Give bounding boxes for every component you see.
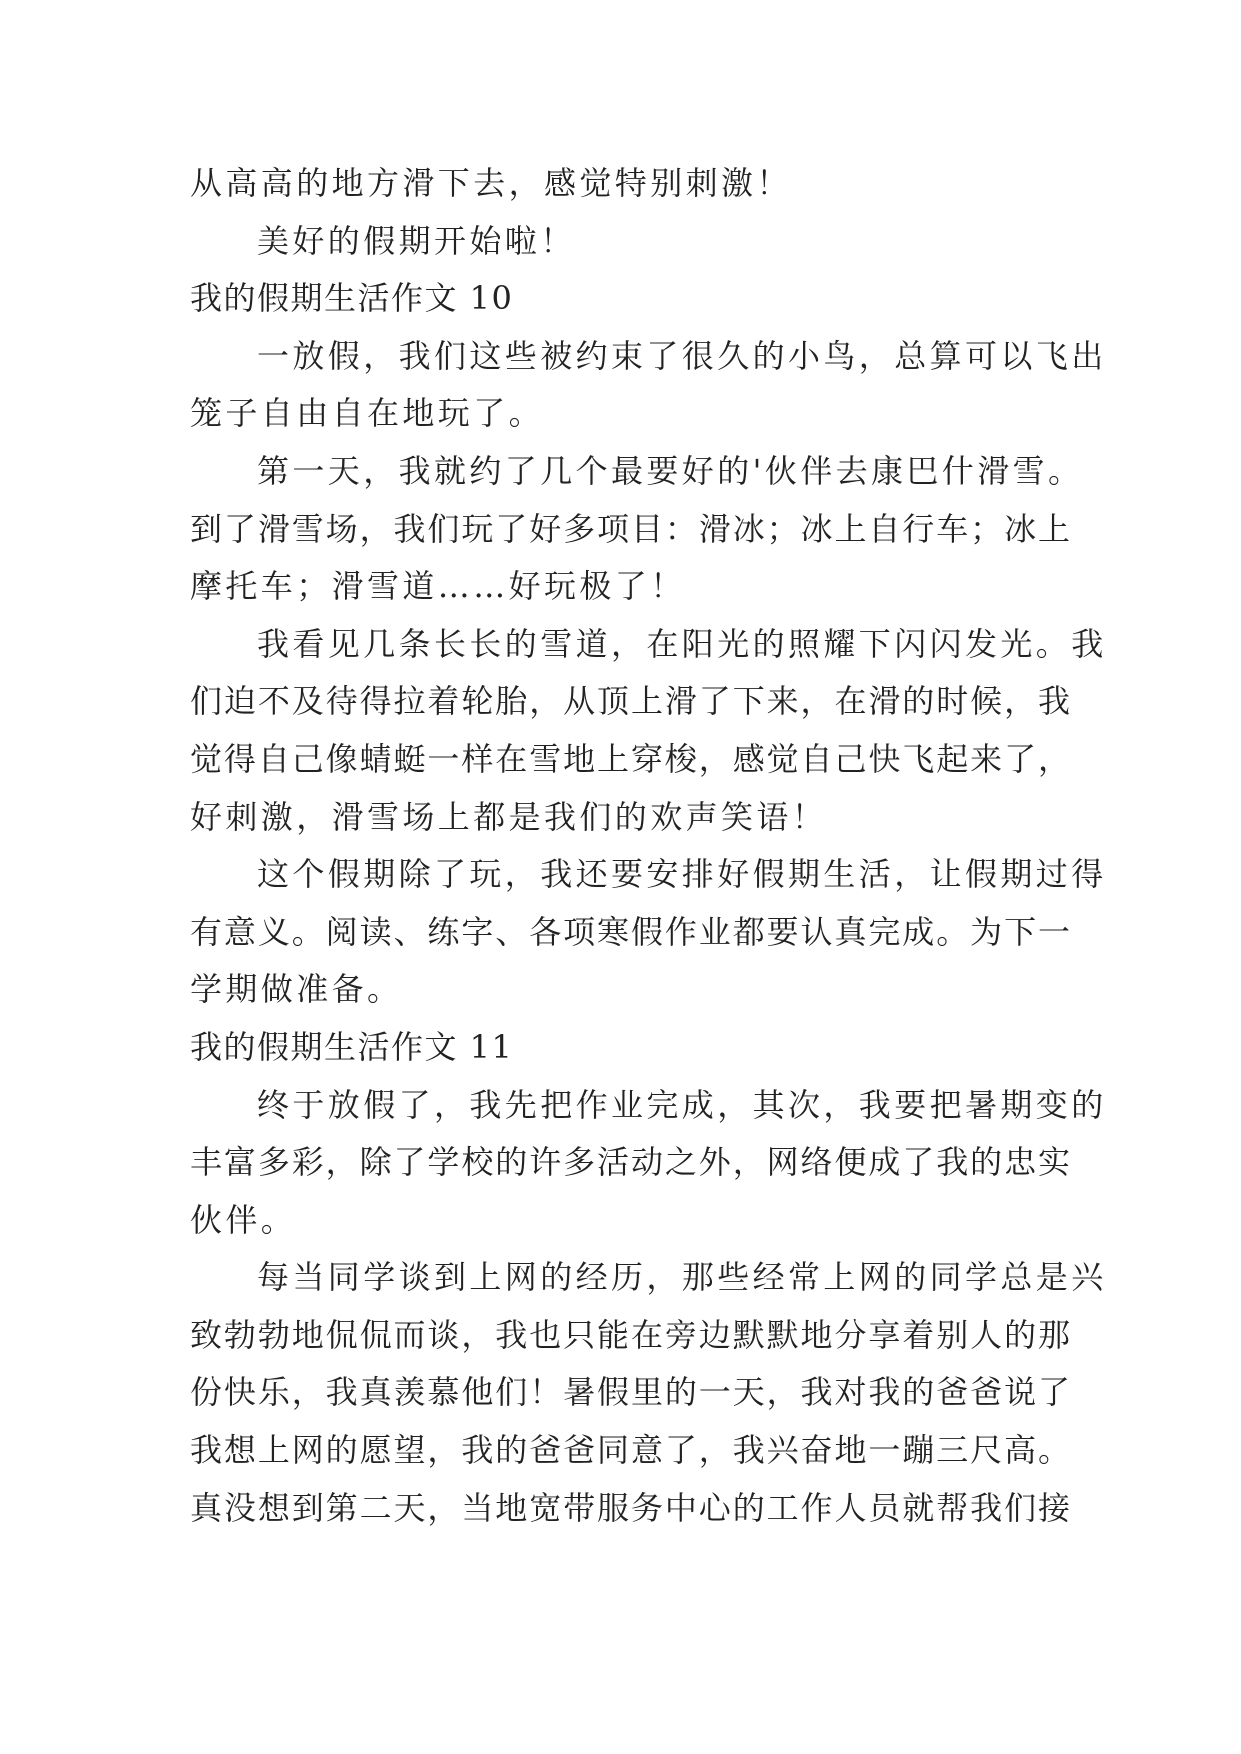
document-page: [190, 155, 1107, 1537]
paragraph-line: 第一天，我就约了几个最要好的'伙伴去康巴什滑雪。: [257, 451, 1084, 490]
paragraph-line: 美好的假期开始啦！: [257, 221, 576, 260]
paragraph-line: 份快乐，我真羡慕他们！暑假里的一天，我对我的爸爸说了: [190, 1373, 1070, 1412]
paragraph-line: 笼子自由自在地玩了。: [190, 394, 545, 433]
paragraph-line: 致勃勃地侃侃而谈，我也只能在旁边默默地分享着别人的那: [190, 1315, 1070, 1354]
paragraph-line: 丰富多彩，除了学校的许多活动之外，网络便成了我的忠实: [190, 1143, 1070, 1182]
paragraph-line: 从高高的地方滑下去，感觉特别刺激！: [190, 164, 792, 202]
paragraph-line: 终于放假了，我先把作业完成，其次，我要把暑期变的: [257, 1085, 1107, 1124]
paragraph-line: 我想上网的愿望，我的爸爸同意了，我兴奋地一蹦三尺高。: [190, 1431, 1070, 1470]
paragraph-line: 每当同学谈到上网的经历，那些经常上网的同学总是兴: [257, 1258, 1107, 1297]
paragraph-line: 伙伴。: [190, 1200, 297, 1239]
paragraph-line: 这个假期除了玩，我还要安排好假期生活，让假期过得: [257, 855, 1107, 894]
paragraph-line: 好刺激，滑雪场上都是我们的欢声笑语！: [190, 797, 828, 836]
paragraph-line: 摩托车；滑雪道……好玩极了！: [190, 567, 686, 606]
paragraph-line: 到了滑雪场，我们玩了好多项目：滑冰；冰上自行车；冰上: [190, 509, 1070, 548]
section-heading: 我的假期生活作文 10: [190, 279, 514, 318]
paragraph-line: 我看见几条长长的雪道，在阳光的照耀下闪闪发光。我: [257, 624, 1107, 663]
paragraph-line: 真没想到第二天，当地宽带服务中心的工作人员就帮我们接: [190, 1488, 1070, 1527]
paragraph-line: 学期做准备。: [190, 970, 403, 1009]
paragraph-line: 有意义。阅读、练字、各项寒假作业都要认真完成。为下一: [190, 912, 1070, 951]
section-heading: 我的假期生活作文 11: [190, 1027, 514, 1066]
paragraph-line: 一放假，我们这些被约束了很久的小鸟，总算可以飞出: [257, 336, 1107, 375]
paragraph-line: 觉得自己像蜻蜓一样在雪地上穿梭，感觉自己快飞起来了，: [190, 739, 1070, 778]
paragraph-line: 们迫不及待得拉着轮胎，从顶上滑了下来，在滑的时候，我: [190, 682, 1070, 721]
